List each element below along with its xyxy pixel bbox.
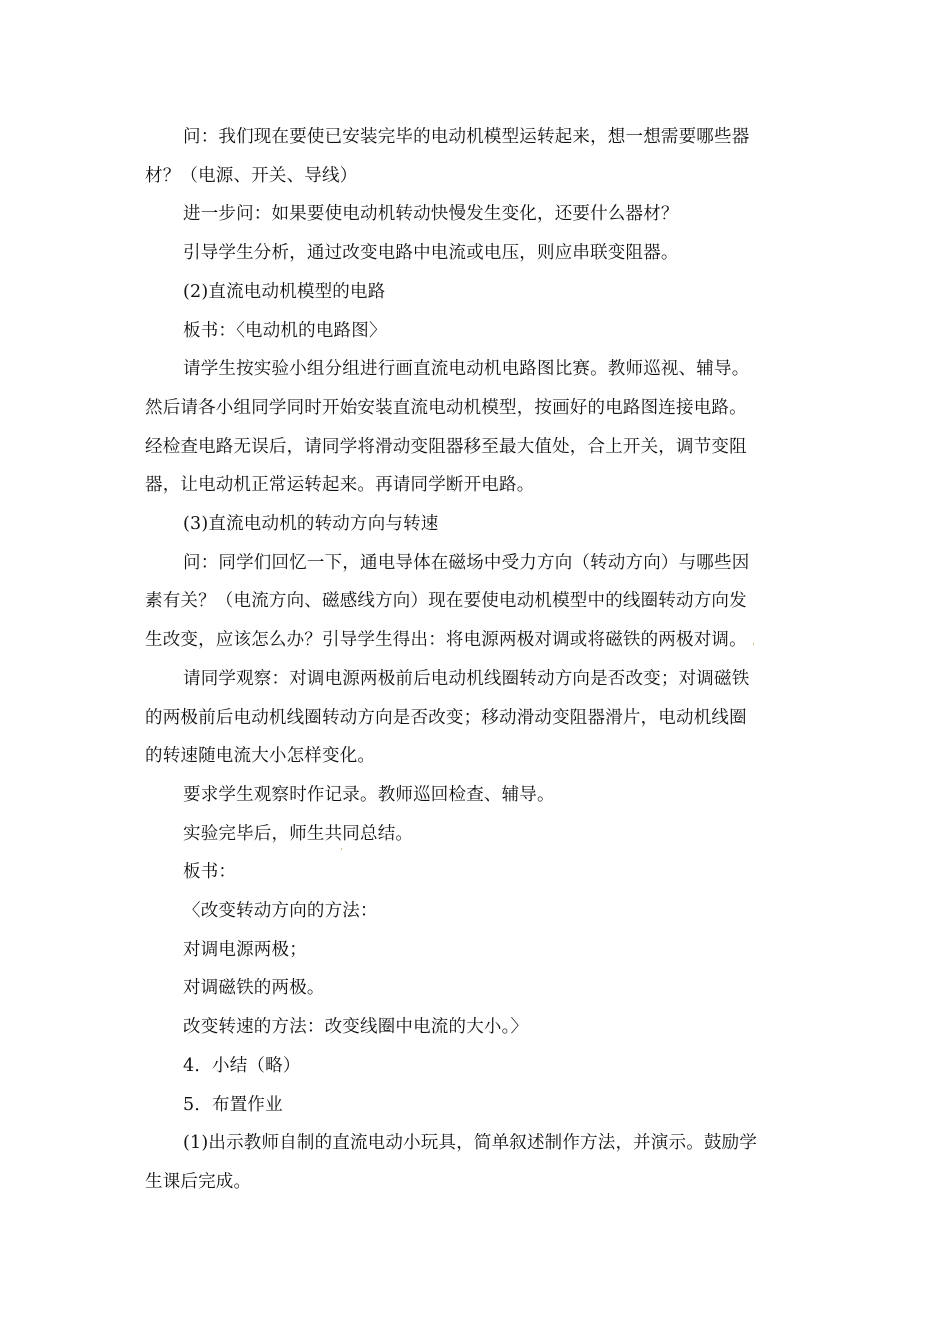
paragraph-drawing-contest — [145, 350, 810, 505]
paragraph-observe — [145, 660, 810, 776]
paragraph-recall-question — [145, 544, 810, 660]
paragraph-further-question: 进一步问：如果要使电动机转动快慢发生变化，还要什么器材？ — [183, 204, 679, 225]
text-line: 请同学观察：对调电源两极前后电动机线圈转动方向是否改变；对调磁铁 — [183, 668, 750, 689]
text-line: 生课后完成。 — [145, 1171, 252, 1192]
document-body — [145, 118, 810, 1202]
text-line: (1)出示教师自制的直流电动小玩具，简单叙述制作方法，并演示。鼓励学 — [183, 1133, 758, 1154]
paragraph-board-method-speed: 改变转速的方法：改变线圈中电流的大小。〉 — [183, 1017, 529, 1038]
text-line: 问：我们现在要使已安装完毕的电动机模型运转起来，想一想需要哪些器 — [183, 127, 750, 147]
stray-mark: , — [340, 841, 344, 852]
stray-mark: ' — [752, 642, 755, 653]
text-line: 的两极前后电动机线圈转动方向是否改变；移动滑动变阻器滑片，电动机线圈 — [145, 707, 747, 728]
paragraph-board-swap-poles: 对调电源两极； — [183, 939, 307, 960]
paragraph-summary: 实验完毕后，师生共同总结。 — [183, 823, 414, 844]
paragraph-board-label: 板书： — [183, 862, 237, 883]
paragraph-guide-analysis: 引导学生分析，通过改变电路中电流或电压，则应串联变阻器。 — [183, 243, 679, 264]
text-line: 器，让电动机正常运转起来。再请同学断开电路。 — [145, 475, 535, 496]
paragraph-question-equipment — [145, 118, 810, 195]
text-line: 然后请各小组同学同时开始安装直流电动机模型，按画好的电路图连接电路。 — [145, 397, 747, 418]
section-heading-circuit: (2)直流电动机模型的电路 — [183, 281, 386, 302]
section-heading-summary: 4．小结（略） — [183, 1055, 301, 1076]
text-line: 经检查电路无误后，请同学将滑动变阻器移至最大值处，合上开关，调节变阻 — [145, 436, 747, 457]
text-line: 问：同学们回忆一下，通电导体在磁场中受力方向（转动方向）与哪些因 — [183, 552, 750, 573]
paragraph-homework-toy — [145, 1124, 810, 1201]
paragraph-board-method-direction: 〈改变转动方向的方法： — [183, 901, 378, 922]
text-line: 素有关？（电流方向、磁感线方向）现在要使电动机模型中的线圈转动方向发 — [145, 591, 747, 612]
section-heading-direction-speed: (3)直流电动机的转动方向与转速 — [183, 514, 439, 535]
text-line: 的转速随电流大小怎样变化。 — [145, 746, 376, 767]
text-line: 请学生按实验小组分组进行画直流电动机电路图比赛。教师巡视、辅导。 — [183, 359, 750, 380]
text-line: 材？（电源、开关、导线） — [145, 165, 358, 186]
section-heading-homework: 5．布置作业 — [183, 1094, 283, 1115]
text-line: 生改变，应该怎么办？引导学生得出：将电源两极对调或将磁铁的两极对调。 — [145, 630, 747, 651]
paragraph-record: 要求学生观察时作记录。教师巡回检查、辅导。 — [183, 784, 555, 805]
paragraph-board-circuit: 板书：〈电动机的电路图〉 — [183, 320, 387, 341]
paragraph-board-swap-magnet: 对调磁铁的两极。 — [183, 978, 325, 999]
